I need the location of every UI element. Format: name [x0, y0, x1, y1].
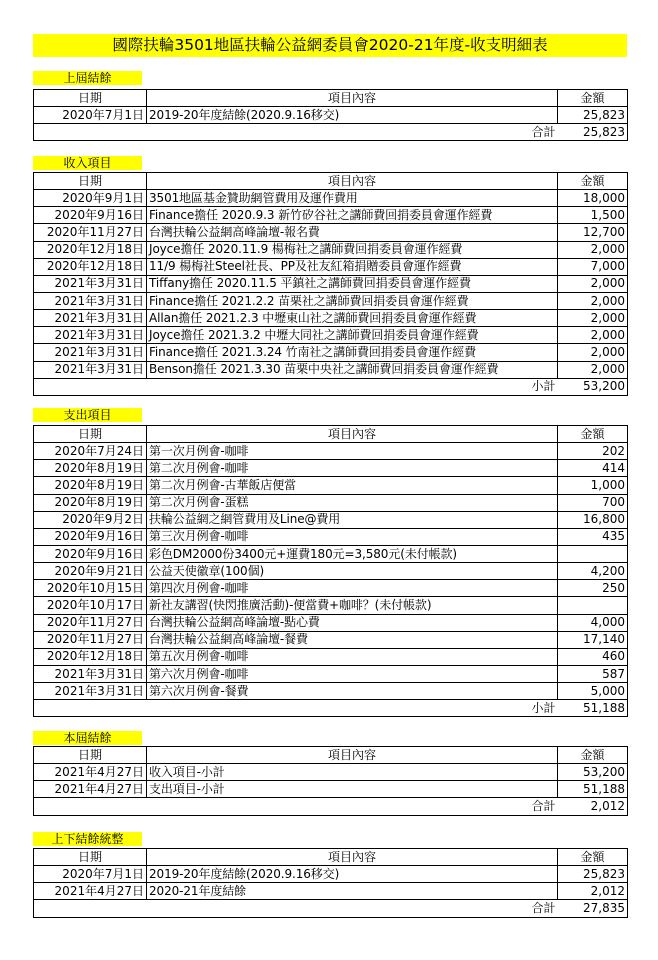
row-date: 2021年3月31日 [34, 310, 147, 327]
header-amount: 金額 [558, 747, 628, 764]
ledger-table [33, 425, 628, 717]
row-date: 2020年11月27日 [34, 224, 147, 241]
row-amount: 4,200 [558, 563, 628, 580]
row-date: 2021年3月31日 [34, 327, 147, 344]
row-description: 收入項目-小計 [147, 764, 558, 781]
table-row [34, 275, 628, 292]
table-header [34, 90, 628, 107]
table-row [34, 511, 628, 528]
row-description: Benson擔任 2021.3.30 苗栗中央社之講師費回捐委員會運作經費 [147, 361, 558, 378]
row-date: 2021年3月31日 [34, 665, 147, 682]
row-description: Joyce擔任 2020.11.9 楊梅社之講師費回捐委員會運作經費 [147, 241, 558, 258]
table-row [34, 883, 628, 900]
total-row [34, 378, 628, 395]
row-amount: 53,200 [558, 764, 628, 781]
row-date: 2021年3月31日 [34, 275, 147, 292]
row-date: 2020年9月16日 [34, 207, 147, 224]
row-date: 2020年8月19日 [34, 477, 147, 494]
row-description: 支出項目-小計 [147, 781, 558, 798]
row-amount: 16,800 [558, 511, 628, 528]
table-row [34, 241, 628, 258]
table-row [34, 310, 628, 327]
header-date: 日期 [34, 849, 147, 866]
table-row [34, 545, 628, 562]
row-amount: 5,000 [558, 683, 628, 700]
total-amount: 51,188 [558, 700, 628, 717]
row-amount: 460 [558, 648, 628, 665]
row-description: 第四次月例會-咖啡 [147, 580, 558, 597]
section-label: 上下結餘統整 [33, 832, 142, 846]
total-amount: 53,200 [558, 378, 628, 395]
header-amount: 金額 [558, 90, 628, 107]
ledger-table [33, 746, 628, 816]
total-amount: 25,823 [558, 124, 628, 141]
row-amount: 12,700 [558, 224, 628, 241]
row-amount [558, 597, 628, 614]
header-amount: 金額 [558, 849, 628, 866]
table-row [34, 528, 628, 545]
total-row [34, 124, 628, 141]
table-row [34, 361, 628, 378]
row-date: 2020年7月1日 [34, 107, 147, 124]
section-label: 支出項目 [33, 408, 142, 422]
table-row [34, 258, 628, 275]
table-row [34, 460, 628, 477]
row-description: Joyce擔任 2021.3.2 中壢大同社之講師費回捐委員會運作經費 [147, 327, 558, 344]
row-description: Finance擔任 2020.9.3 新竹矽谷社之講師費回捐委員會運作經費 [147, 207, 558, 224]
header-date: 日期 [34, 426, 147, 443]
row-date: 2020年8月19日 [34, 460, 147, 477]
row-amount: 414 [558, 460, 628, 477]
table-row [34, 597, 628, 614]
row-date: 2021年3月31日 [34, 361, 147, 378]
table-row [34, 614, 628, 631]
row-description: 扶輪公益網之網管費用及Line@費用 [147, 511, 558, 528]
table-row [34, 648, 628, 665]
row-description: 2019-20年度結餘(2020.9.16移交) [147, 107, 558, 124]
row-date: 2020年12月18日 [34, 258, 147, 275]
row-date: 2021年4月27日 [34, 764, 147, 781]
row-description: 第一次月例會-咖啡 [147, 443, 558, 460]
row-date: 2021年4月27日 [34, 883, 147, 900]
row-description: 第五次月例會-咖啡 [147, 648, 558, 665]
table-row [34, 107, 628, 124]
row-description: 台灣扶輪公益網高峰論壇-點心費 [147, 614, 558, 631]
table-row [34, 344, 628, 361]
total-label: 小計 [34, 378, 558, 395]
table-row [34, 580, 628, 597]
table-row [34, 443, 628, 460]
table-row [34, 292, 628, 309]
total-label: 小計 [34, 700, 558, 717]
row-amount: 1,500 [558, 207, 628, 224]
table-row [34, 781, 628, 798]
row-amount: 2,000 [558, 275, 628, 292]
row-amount [558, 545, 628, 562]
table-row [34, 665, 628, 682]
row-description: 3501地區基金贊助網管費用及運作費用 [147, 190, 558, 207]
row-description: Tiffany擔任 2020.11.5 平鎮社之講師費回捐委員會運作經費 [147, 275, 558, 292]
document-title: 國際扶輪3501地區扶輪公益網委員會2020-21年度-收支明細表 [33, 34, 627, 57]
row-date: 2020年10月15日 [34, 580, 147, 597]
row-date: 2021年3月31日 [34, 292, 147, 309]
header-amount: 金額 [558, 426, 628, 443]
row-date: 2020年12月18日 [34, 241, 147, 258]
header-description: 項目內容 [147, 747, 558, 764]
row-amount: 2,000 [558, 327, 628, 344]
total-label: 合計 [34, 900, 558, 917]
table-row [34, 683, 628, 700]
header-description: 項目內容 [147, 173, 558, 190]
row-description: 台灣扶輪公益網高峰論壇-餐費 [147, 631, 558, 648]
section-label: 收入項目 [33, 156, 142, 170]
row-description: 第二次月例會-咖啡 [147, 460, 558, 477]
row-amount: 1,000 [558, 477, 628, 494]
table-header [34, 747, 628, 764]
row-amount: 202 [558, 443, 628, 460]
row-amount: 700 [558, 494, 628, 511]
row-amount: 25,823 [558, 107, 628, 124]
row-amount: 2,000 [558, 310, 628, 327]
row-date: 2020年9月1日 [34, 190, 147, 207]
row-description: 台灣扶輪公益網高峰論壇-報名費 [147, 224, 558, 241]
total-amount: 2,012 [558, 798, 628, 815]
row-description: 彩色DM2000份3400元+運費180元=3,580元(未付帳款) [147, 545, 558, 562]
row-description: 公益天使徽章(100個) [147, 563, 558, 580]
ledger-table [33, 848, 628, 918]
row-amount: 2,012 [558, 883, 628, 900]
table-row [34, 477, 628, 494]
row-amount: 2,000 [558, 292, 628, 309]
row-amount: 2,000 [558, 361, 628, 378]
row-description: 2020-21年度結餘 [147, 883, 558, 900]
total-label: 合計 [34, 798, 558, 815]
table-header [34, 849, 628, 866]
row-description: 2019-20年度結餘(2020.9.16移交) [147, 866, 558, 883]
row-amount: 25,823 [558, 866, 628, 883]
row-date: 2020年7月24日 [34, 443, 147, 460]
table-row [34, 563, 628, 580]
header-date: 日期 [34, 173, 147, 190]
table-row [34, 494, 628, 511]
ledger-table [33, 89, 628, 141]
row-description: 11/9 楊梅社Steel社長、PP及社友紅箱捐贈委員會運作經費 [147, 258, 558, 275]
header-description: 項目內容 [147, 426, 558, 443]
header-amount: 金額 [558, 173, 628, 190]
row-description: 第六次月例會-咖啡 [147, 665, 558, 682]
table-row [34, 327, 628, 344]
row-date: 2020年9月16日 [34, 528, 147, 545]
row-date: 2020年9月21日 [34, 563, 147, 580]
row-amount: 587 [558, 665, 628, 682]
row-date: 2020年9月2日 [34, 511, 147, 528]
row-date: 2020年11月27日 [34, 631, 147, 648]
table-header [34, 173, 628, 190]
row-description: 第二次月例會-蛋糕 [147, 494, 558, 511]
header-description: 項目內容 [147, 849, 558, 866]
total-row [34, 900, 628, 917]
header-description: 項目內容 [147, 90, 558, 107]
row-description: Finance擔任 2021.3.24 竹南社之講師費回捐委員會運作經費 [147, 344, 558, 361]
row-description: Allan擔任 2021.2.3 中壢東山社之講師費回捐委員會運作經費 [147, 310, 558, 327]
row-amount: 51,188 [558, 781, 628, 798]
row-date: 2020年7月1日 [34, 866, 147, 883]
table-row [34, 631, 628, 648]
total-label: 合計 [34, 124, 558, 141]
table-header [34, 426, 628, 443]
row-amount: 18,000 [558, 190, 628, 207]
row-description: 第二次月例會-古華飯店便當 [147, 477, 558, 494]
row-date: 2020年9月16日 [34, 545, 147, 562]
table-row [34, 207, 628, 224]
row-amount: 2,000 [558, 344, 628, 361]
row-date: 2020年10月17日 [34, 597, 147, 614]
row-date: 2020年8月19日 [34, 494, 147, 511]
row-description: Finance擔任 2021.2.2 苗栗社之講師費回捐委員會運作經費 [147, 292, 558, 309]
section-label: 上屆結餘 [33, 71, 142, 85]
table-row [34, 224, 628, 241]
table-row [34, 866, 628, 883]
row-date: 2021年4月27日 [34, 781, 147, 798]
table-row [34, 764, 628, 781]
total-amount: 27,835 [558, 900, 628, 917]
row-amount: 435 [558, 528, 628, 545]
total-row [34, 700, 628, 717]
section-label: 本屆結餘 [33, 731, 142, 745]
row-amount: 4,000 [558, 614, 628, 631]
total-row [34, 798, 628, 815]
row-description: 新社友講習(快閃推廣活動)-便當費+咖啡？(未付帳款) [147, 597, 558, 614]
row-date: 2021年3月31日 [34, 344, 147, 361]
header-date: 日期 [34, 90, 147, 107]
row-amount: 2,000 [558, 241, 628, 258]
row-date: 2020年12月18日 [34, 648, 147, 665]
row-description: 第六次月例會-餐費 [147, 683, 558, 700]
ledger-table [33, 172, 628, 396]
table-row [34, 190, 628, 207]
row-date: 2021年3月31日 [34, 683, 147, 700]
row-amount: 17,140 [558, 631, 628, 648]
row-date: 2020年11月27日 [34, 614, 147, 631]
row-amount: 7,000 [558, 258, 628, 275]
row-description: 第三次月例會-咖啡 [147, 528, 558, 545]
row-amount: 250 [558, 580, 628, 597]
header-date: 日期 [34, 747, 147, 764]
